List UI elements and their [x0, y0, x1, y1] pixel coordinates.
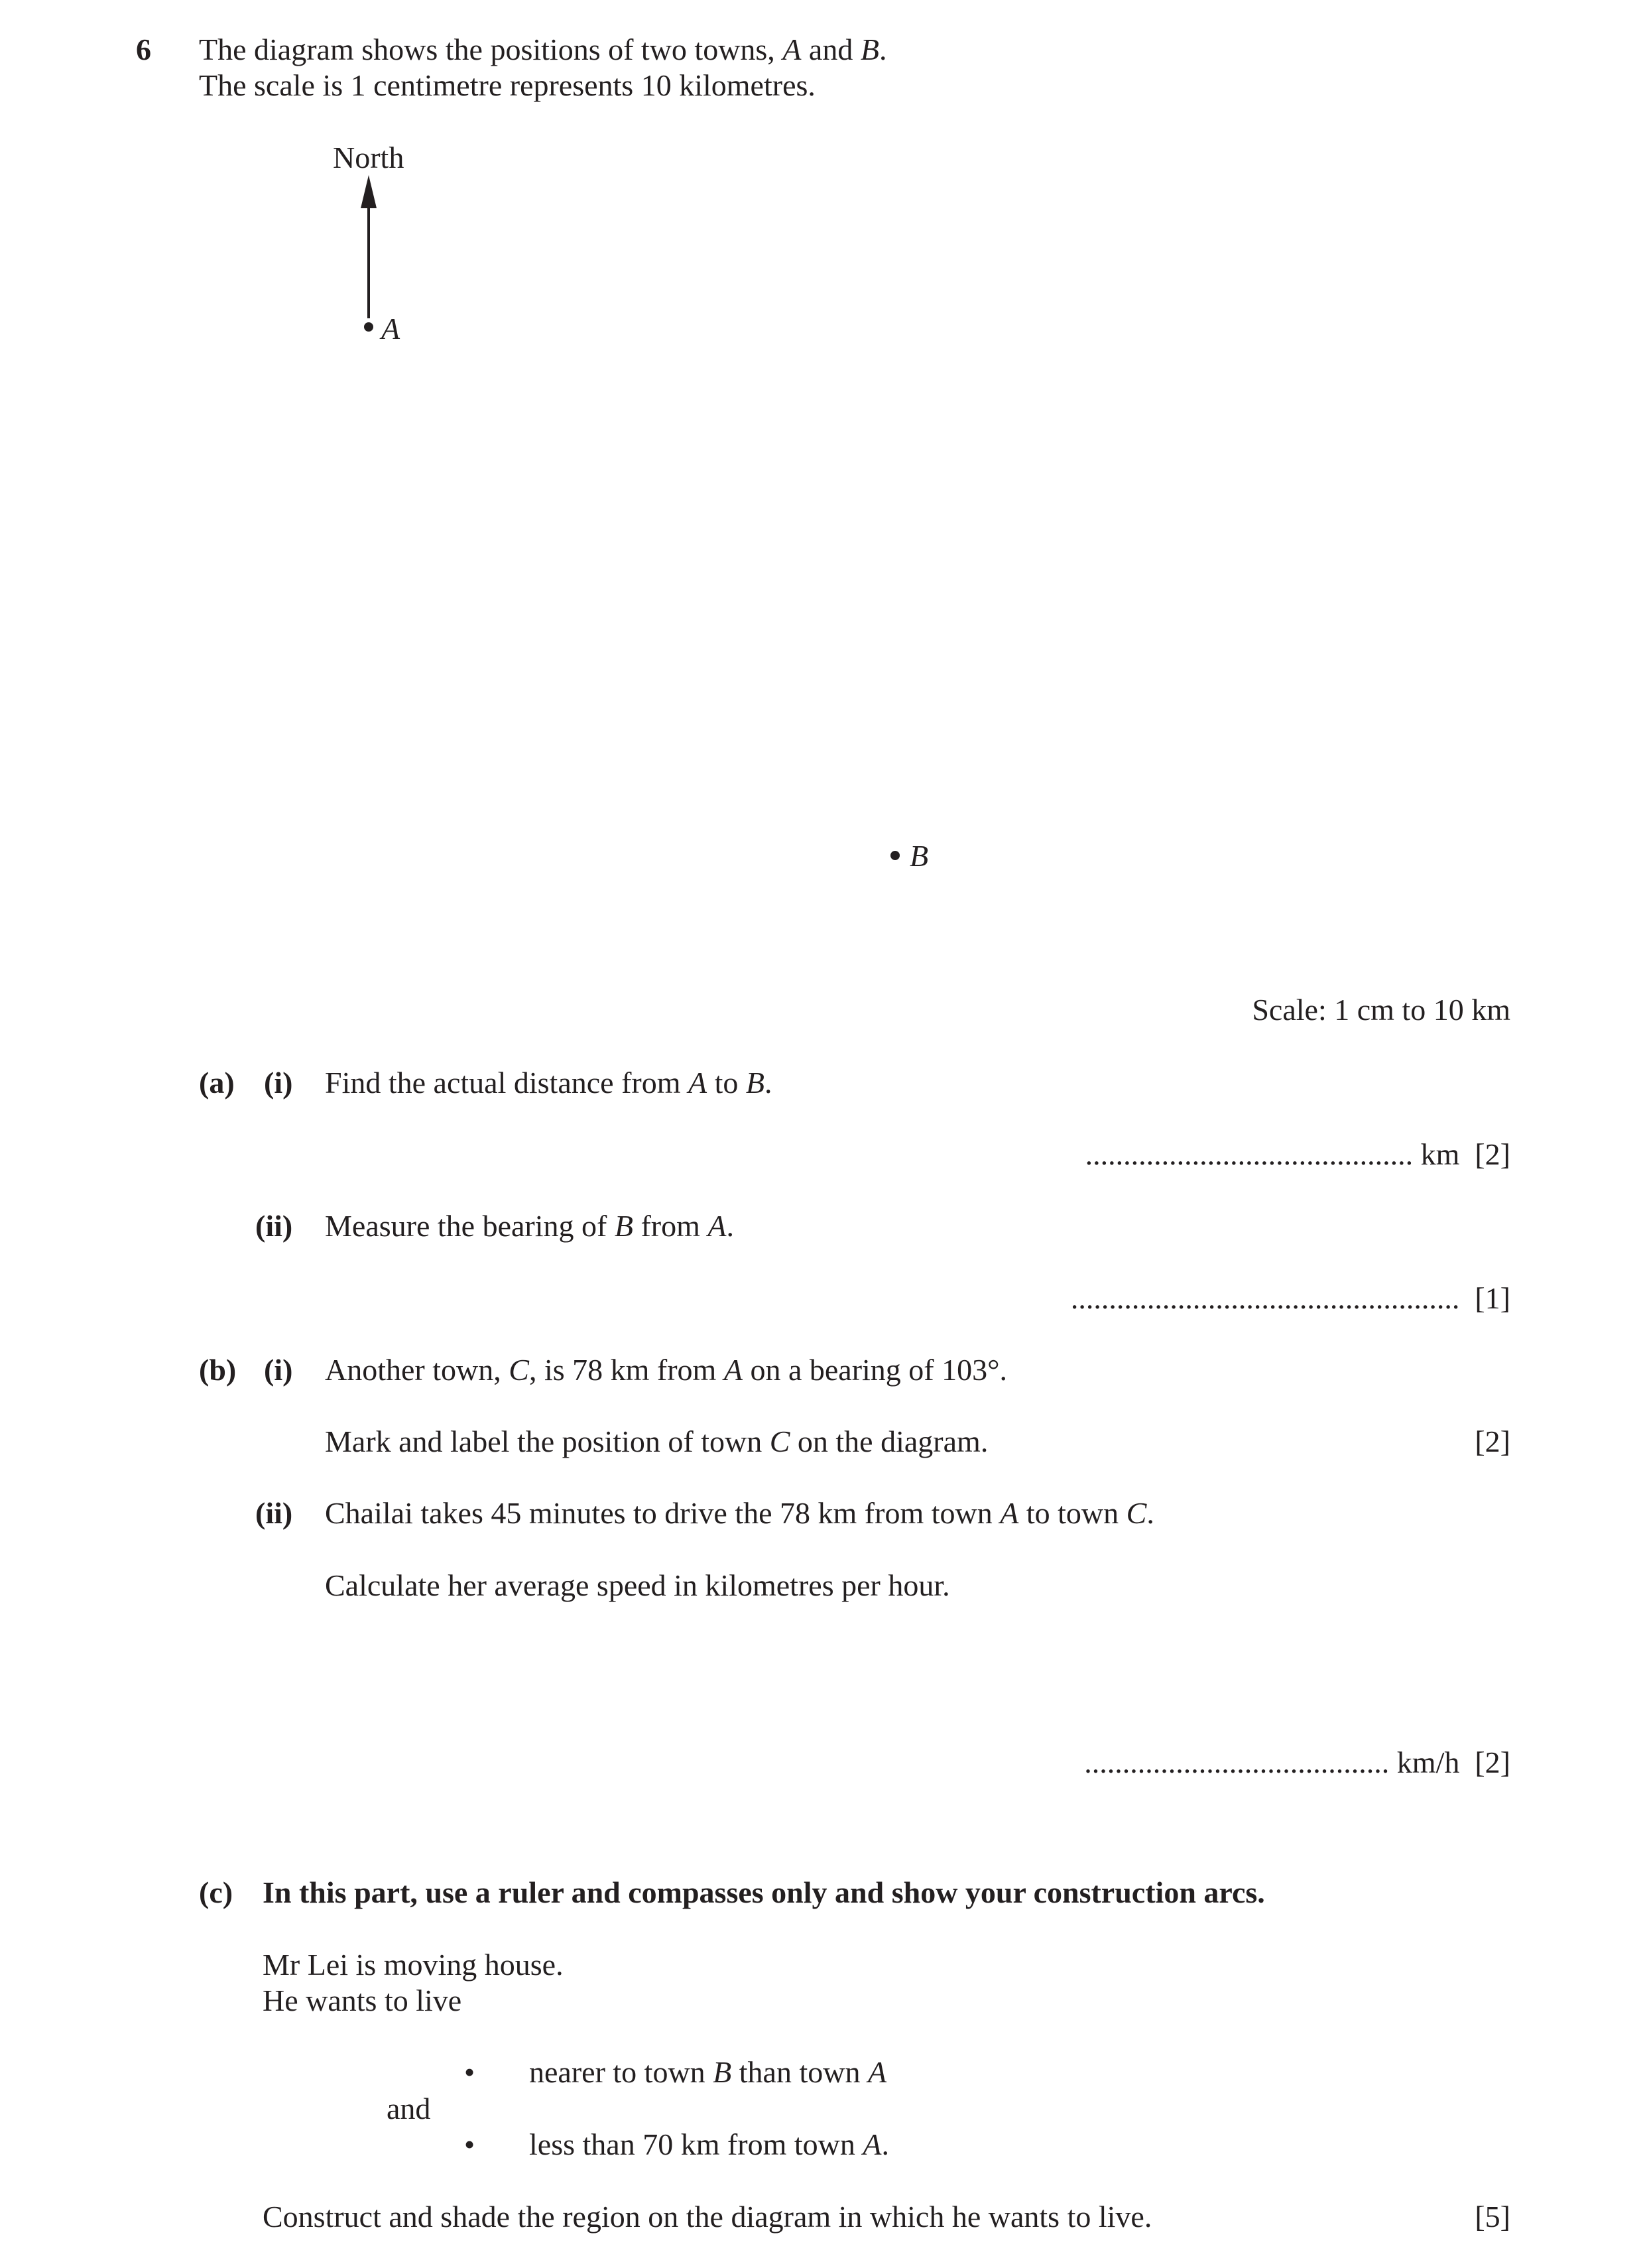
part-c-line1: Mr Lei is moving house.: [263, 1948, 564, 1982]
part-c-marks: [5]: [1475, 2200, 1510, 2234]
north-arrowhead: [361, 175, 377, 208]
part-b-label: (b): [199, 1353, 237, 1387]
answer-dots: ...................................................: [1070, 1281, 1460, 1315]
part-a-ii-answer-line[interactable]: [1071, 1283, 1510, 1314]
answer-dots: ........................................: [1084, 1745, 1390, 1779]
scale-label: Scale: 1 cm to 10 km: [1252, 993, 1510, 1027]
bullet-1-text: nearer to town B than town A: [529, 2055, 887, 2089]
bullet-dot-1: •: [464, 2055, 475, 2089]
part-a-i-answer-line[interactable]: [1085, 1139, 1510, 1170]
marks: [2]: [1475, 1137, 1510, 1171]
part-b-ii-label: (ii): [255, 1496, 293, 1530]
question-intro-line1: The diagram shows the positions of two towns, A and B.: [199, 32, 887, 66]
marks: [2]: [1475, 1745, 1510, 1779]
part-a-label: (a): [199, 1066, 235, 1100]
part-c-label: (c): [199, 1875, 233, 1909]
part-b-i-question: Another town, C, is 78 km from A on a bearing of 103°.: [325, 1353, 1008, 1387]
north-label: North: [333, 141, 404, 174]
part-b-ii-answer-line[interactable]: [1084, 1747, 1510, 1778]
bullet-dot-2: •: [464, 2127, 475, 2161]
point-a-label: A: [381, 312, 400, 346]
question-intro-line2: The scale is 1 centimetre represents 10 kilometres.: [199, 68, 816, 102]
point-b-dot: [890, 851, 900, 860]
part-b-i-instruction: Mark and label the position of town C on the diagram.: [325, 1424, 989, 1458]
part-b-i-label: (i): [264, 1353, 293, 1387]
part-c-final-instruction: Construct and shade the region on the diagram in which he wants to live.: [263, 2200, 1152, 2234]
point-a-dot: [364, 322, 373, 332]
unit: km: [1420, 1137, 1460, 1171]
part-b-ii-instruction: Calculate her average speed in kilometres per hour.: [325, 1568, 950, 1602]
part-a-i-label: (i): [264, 1066, 293, 1100]
bullet-2-text: less than 70 km from town A.: [529, 2127, 890, 2161]
part-c-instruction: In this part, use a ruler and compasses only and show your construction arcs.: [263, 1875, 1265, 1909]
part-a-ii-question: Measure the bearing of B from A.: [325, 1209, 734, 1243]
marks: [1]: [1475, 1281, 1510, 1315]
answer-dots: ...........................................: [1085, 1137, 1414, 1171]
point-b-label: B: [910, 839, 929, 873]
part-b-ii-question: Chailai takes 45 minutes to drive the 78 km from town A to town C.: [325, 1496, 1154, 1530]
and-connector: and: [387, 2092, 431, 2125]
question-number: 6: [136, 32, 151, 66]
part-a-ii-label: (ii): [255, 1209, 293, 1243]
unit: km/h: [1396, 1745, 1460, 1779]
part-b-i-marks: [2]: [1475, 1424, 1510, 1458]
part-c-line2: He wants to live: [263, 1984, 462, 2017]
part-a-i-question: Find the actual distance from A to B.: [325, 1066, 772, 1100]
